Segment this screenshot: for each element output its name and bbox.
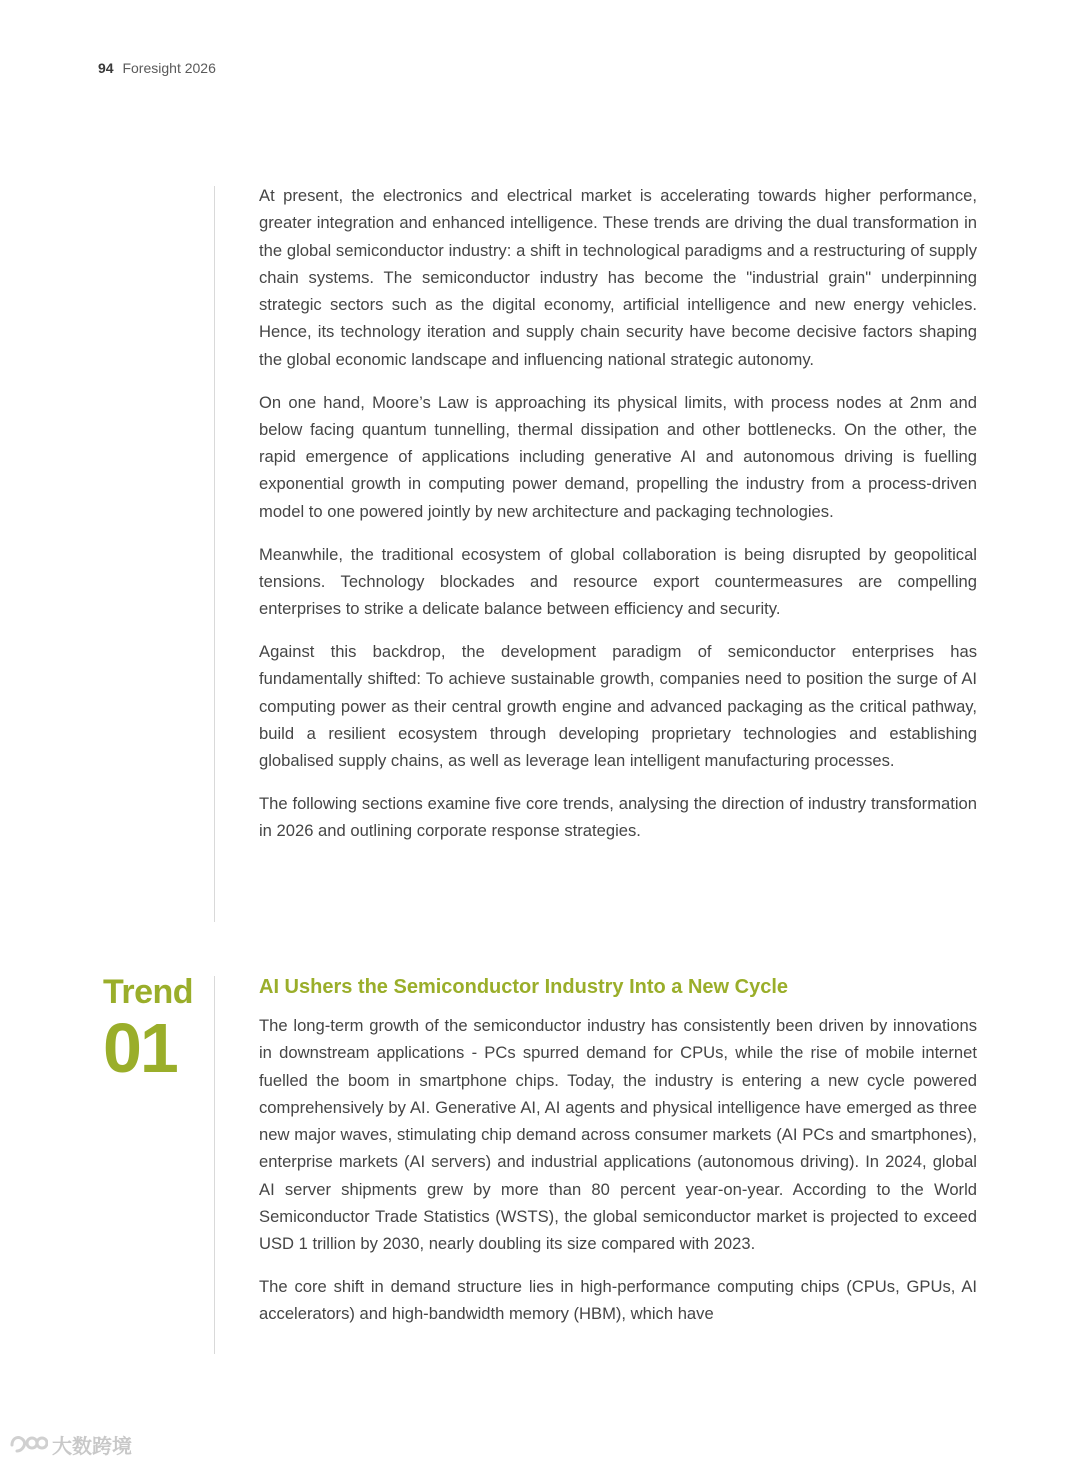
trend-number: 01	[103, 1009, 177, 1087]
watermark	[8, 1430, 132, 1459]
publication-title: Foresight 2026	[122, 60, 216, 76]
intro-section	[259, 182, 977, 860]
trend-heading: AI Ushers the Semiconductor Industry Into a New Cycle	[259, 976, 789, 998]
running-header	[98, 59, 216, 77]
trend-word: Trend	[103, 973, 194, 1011]
intro-paragraph-1: At present, the electronics and electrical market is accelerating towards higher performance, greater integration and enhanced intelligence. These trends are driving the dual transformation in the global semiconductor industry: a shift in technological paradigms and a restructuring of supply chain systems. The semiconductor industry has become the "industrial grain" underpinning strategic sectors such as the digital economy, artificial intelligence and new energy vehicles. Hence, its technology iteration and supply chain security have become decisive factors shaping the global economic landscape and influencing national strategic autonomy.	[259, 186, 977, 369]
intro-vertical-rule	[214, 186, 215, 922]
watermark-text: 大数跨境	[52, 1436, 132, 1458]
intro-paragraph-3: Meanwhile, the traditional ecosystem of global collaboration is being disrupted by geopolitical tensions. Technology blockades and resource export countermeasures are compelling enterprises to strike a delicate balance between efficiency and security.	[259, 544, 977, 619]
watermark-logo-icon	[8, 1431, 48, 1459]
page-number: 94	[98, 60, 114, 76]
intro-paragraph-4: Against this backdrop, the development paradigm of semiconductor enterprises has fundamentally shifted: To achieve sustainable growth, companies need to position the surge of AI computing power as their central growth engine and advanced packaging as the critical pathway, build a resilient ecosystem through developing proprietary technologies and establishing globalised supply chains, as well as leverage lean intelligent manufacturing processes.	[259, 641, 977, 771]
trend-label	[103, 972, 194, 1087]
trend-paragraph-1: The long-term growth of the semiconductor industry has consistently been driven by innovations in downstream applications - PCs spurred demand for CPUs, while the rise of mobile internet fuelled the boom in smartphone chips. Today, the industry is entering a new cycle powered comprehensively by AI. Generative AI, AI agents and physical intelligence have emerged as three new major waves, stimulating chip demand across consumer markets (AI PCs and smartphones), enterprise markets (AI servers) and industrial applications (autonomous driving). In 2024, global AI server shipments grew by more than 80 percent year-on-year. According to the World Semiconductor Trade Statistics (WSTS), the global semiconductor market is projected to exceed USD 1 trillion by 2030, nearly doubling its size compared with 2023.	[259, 1016, 977, 1254]
trend-vertical-rule	[214, 976, 215, 1354]
intro-paragraph-5: The following sections examine five core trends, analysing the direction of industry transformation in 2026 and outlining corporate response strategies.	[259, 793, 977, 841]
trend-paragraph-2: The core shift in demand structure lies in high-performance computing chips (CPUs, GPUs, AI accelerators) and high-bandwidth memory (HBM), which have	[259, 1277, 977, 1324]
trend-section	[259, 1012, 977, 1343]
intro-paragraph-2: On one hand, Moore’s Law is approaching its physical limits, with process nodes at 2nm and below facing quantum tunnelling, thermal dissipation and other bottlenecks. On the other, the rapid emergence of applications including generative AI and autonomous driving is fuelling exponential growth in computing power demand, propelling the industry from a process-driven model to one powered jointly by new architecture and packaging technologies.	[259, 392, 977, 521]
